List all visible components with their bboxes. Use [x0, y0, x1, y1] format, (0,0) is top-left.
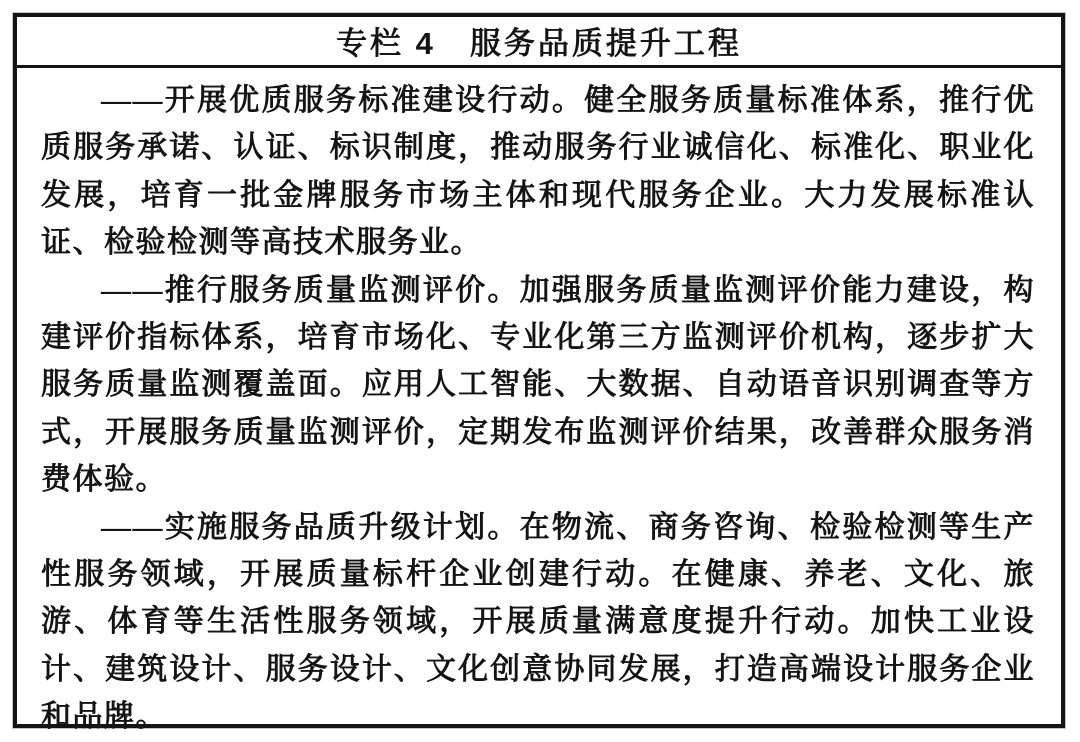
- paragraph-quality-upgrade-plan: ——实施服务品质升级计划。在物流、商务咨询、检验检测等生产性服务领域，开展质量标杆企业创建行动。在健康、养老、文化、旅游、体育等生活性服务领域，开展质量满意度提升行动。加快工业设计、建筑设计、服务设计、文化创意协同发展，打造高端设计服务企业和品牌。: [41, 510, 1035, 734]
- paragraph-quality-monitoring: ——推行服务质量监测评价。加强服务质量监测评价能力建设，构建评价指标体系，培育市场化、专业化第三方监测评价机构，逐步扩大服务质量监测覆盖面。应用人工智能、大数据、自动语音识别调查等方式，开展服务质量监测评价，定期发布监测评价结果，改善群众服务消费体验。: [41, 273, 1035, 497]
- paragraph-service-standards: ——开展优质服务标准建设行动。健全服务质量标准体系，推行优质服务承诺、认证、标识制度，推动服务行业诚信化、标准化、职业化发展，培育一批金牌服务市场主体和现代服务企业。大力发展标准认证、检验检测等高技术服务业。: [41, 84, 1035, 260]
- callout-box-body: [17, 68, 1061, 741]
- callout-box-header: [17, 17, 1061, 68]
- callout-box-title: 专栏 4 服务品质提升工程: [336, 25, 742, 61]
- callout-box: [13, 13, 1065, 734]
